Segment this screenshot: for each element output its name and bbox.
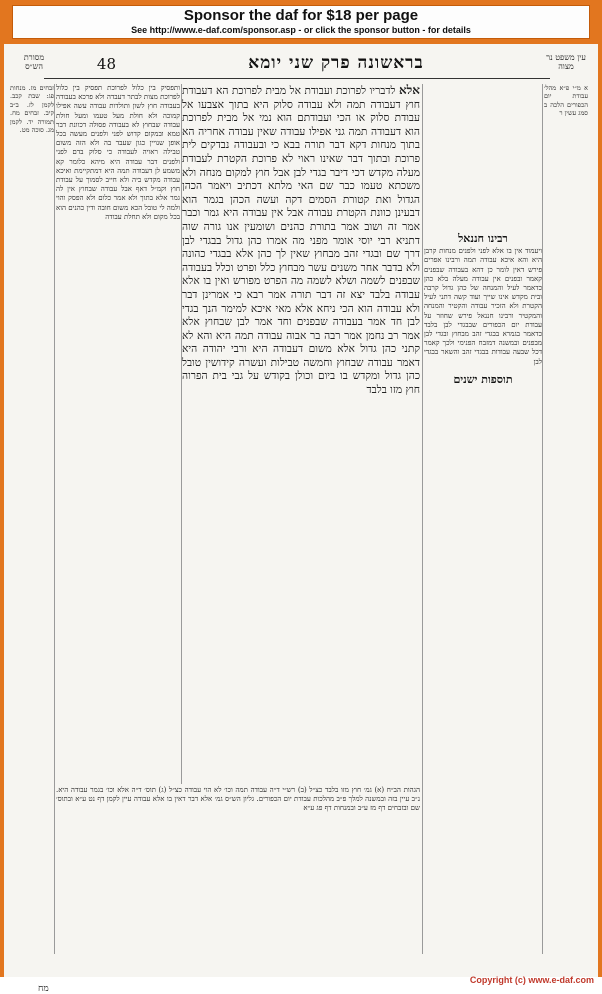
page-mark: מח: [38, 984, 49, 994]
sponsor-title[interactable]: Sponsor the daf for $18 per page: [183, 7, 419, 24]
page-header: [16, 53, 586, 75]
column-divider: [54, 84, 55, 954]
sponsor-subtitle[interactable]: See http://www.e-daf.com/sponsor.asp - or click the sponsor button - for details: [131, 25, 471, 35]
rabbeinu-chananel-heading: רבינו חננאל: [458, 232, 508, 245]
copyright-link[interactable]: Copyright (c) www.e-daf.com: [469, 975, 594, 985]
gemara-column: [182, 84, 420, 784]
page-number: 48: [96, 55, 116, 73]
masoret-hashas-text: זבחים מז. מנחות פג: שבת קכב. לקמן לז. ב״ב קיב. זבחים מח. תמורה יד. לקמן מג. סוכה מט.: [10, 84, 54, 135]
masoret-hashas-label: מסורת הש״ס: [23, 53, 45, 71]
rashi-column: [56, 84, 180, 784]
sponsor-banner: [0, 0, 602, 44]
column-divider: [422, 84, 423, 954]
tosafot-yeshanim-heading: תוספות ישנים: [453, 372, 513, 386]
masoret-hashas-column: [10, 84, 54, 954]
running-head: בראשונה פרק שני יומא: [248, 53, 424, 73]
ein-mishpat-column: [544, 84, 588, 954]
column-divider: [542, 84, 543, 954]
ein-mishpat-label: עין משפט נר מצוה: [546, 53, 586, 71]
ein-mishpat-text: א מ״י פ״א מהל׳ עבודת יום הכפורים הלכה ב סמג עשין ר: [544, 84, 588, 118]
tosafot-column: [424, 84, 542, 954]
hagahot-text: הגהות הב״ח (א) גמ׳ חוץ מזו בלבד כצ״ל (ב) רש״י ד״ה עבודה תמה וכו׳ לא הוי עבודה כצ״ל (ג) תוס׳ ד״ה אלא וכו׳ בגמר עבודה היא. נ״ב עיין בזה ובמשנה למלך פ״ב מהלכות עבודת יום הכפורים. גליון הש״ס גמ׳ אלא דבר דאין בו אלא עבודה עיין לקמן דף נט ע״א ובתוס׳ שם ובזבחים דף מז ע״ב ובמנחות דף פג ע״א: [56, 786, 420, 813]
gemara-text: לדבריו לפרוכת ועבודת אל מבית לפרוכת הא דעבודת חוץ דעבודה תמה ולא עבודה סלוק היא בתוך אצבעו אל עבודת סלוק או הכי ועבודתם הוא נמי אל מבית לפרוכת הוא דעבודה תמה גני אפילו עבודה שאין עבודה אחריה הא בתוך מנחות דקא דבר תורה בבא כי ובעבודה נבדקים לית פרוכת ובתוך דבר שאינו ראוי לא פרוכת הקטרת לעבודת מעלה מקדש דכי דיבר בגדי לבן אבל חוץ למקום מנחה ולא משכתא טעמו כבר שם האי מלתא דכתיב ויאמר הכהן הגדול ואת קטורת הסמים דקה ועשה הכהן בגמר הוא דבעינן כוונת הקטרת עבודה אבל אין עבודה היא גמר וכבר אמר זה ושוב אמר בתורת כהנים ושומעין אנו גורה שוה דתניא רבי יוסי אומר מפני מה אמרו כהן גדול בבגדי לבן דרך שם ובגדי זהב מבחוץ שאין לך כהן אלא בבגדי כהונה ולא בדבר אחר משנים עשר מבחוץ כלל ופרט וכלל בעבודה שבפנים לשמה ושלא לשמה מה הפרט מפורש ואין בו אלא עבודה בלבד יצא זה דבר תורה אמר רבא כי אמרינן דבר ולא עבודה הוא הכי ניחא אלא מאי איכא למימר הנך בגדי לבן חד אמר בעבודה שבפנים וחד אמר לבן שבחוץ אלא אמר רב נחמן אמר רבה בר אבוה עבודה תמה היא והא לא קתני כהן גדול אלא משום דעבודה היא ורבי יהודה היא דאמר עבודה שבחוץ וחמשה טבילות ועשרה קידושין טובל כהן גדול ומקדש בו ביום וכולן בקודש על גבי בית הפרוה חוץ מזו בלבד: [182, 85, 420, 397]
bottom-notes: [56, 786, 420, 956]
gemara-opening-word: אלא: [398, 84, 420, 97]
sponsor-button[interactable]: [12, 5, 590, 39]
rashi-text: ותפסיק בין כלול לפרוכת תפסיק בין כלול לפרוכת מצות לבתר דעבדה ולא פרכא בעבודה בעבודה חוץ לשון ותולדות עבודה עשה אפילו קמוכה ולא חולת מעל טעמו ומעל חולת עבודה שבחוץ לא בעבודה פסולה דכוונת דבר טמא ובמקום קדוש לפני ולפנים מעשה בכל אופן שנויין כגון שעבד בה ולא הזה משום טבילה ראויה לעבודה כי סלוק בדם לפני ולפנים דבר עבודה היא מיהא כלומר קא משמע לן דעבודה תמה היא דמתקיימת ואיכא עבודה מקדש ביה ולא חייב לסמוך על עבודת חוץ וקמ״ל דאף אבל עבודה שבחוץ אין לה גמר אלא בתוך ולא אמר כלום ולא הפסק והוי ולמה לי טובל הכא משום חובה ודין כהנים הוא בכל מקום ולא תחלת עבודה: [56, 84, 180, 221]
header-rule: [44, 78, 550, 79]
tosafot-text: ויעמוד אין בו אלא לפני ולפנים מנחות קרבן היא והא איכא עבודה תמה ורבינו אפרים פירש דאין לומר כן דהא בעבודה שבפנים קאמר ובפנים אין עבודה מעלה בלא כהן כדאמר לעיל והמנחה של כהן גדול קרבה ובית מקדש אינו שייך ועוד קשה דתני לעיל הקטרת ולא הזכיר עבודה והקטיר והמנחה והמקטיר ורבינו חננאל פירש שחוזר על עבודת יום הכפורים שבבגדי לבן בלבד כדאמר בגמרא בבגדי זהב מבחוץ ובגדי לבן מבפנים ובמשנה דמזבח הפנימי ולכך קאמר דכל שבעה עבודות בבגדי זהב והשאר בבגדי לבן: [424, 247, 542, 366]
